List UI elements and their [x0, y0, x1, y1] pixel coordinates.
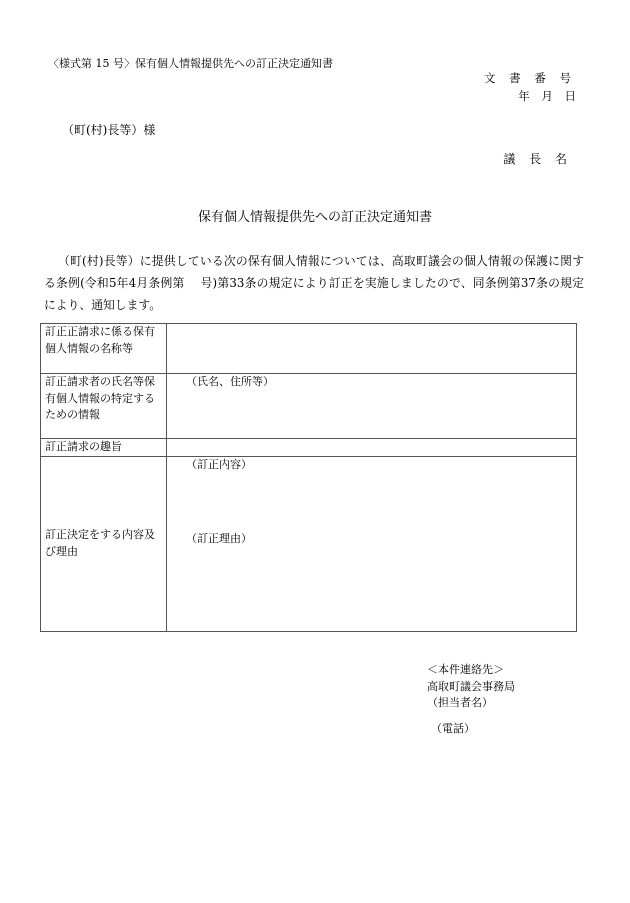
- row-value-requester-info: [167, 374, 577, 439]
- contact-heading: ＜本件連絡先＞: [427, 663, 504, 676]
- form-number: 〈様式第 15 号〉保有個人情報提供先への訂正決定通知書: [48, 57, 333, 70]
- contact-person: （担当者名）: [427, 696, 493, 709]
- document-title: 保有個人情報提供先への訂正決定通知書: [197, 210, 432, 225]
- addressee: （町(村)長等）様: [62, 123, 156, 137]
- date-label: 年 月 日: [518, 89, 576, 103]
- correction-content-label: （訂正内容）: [186, 457, 252, 471]
- info-table: [40, 323, 577, 632]
- chair-name: 議 長 名: [503, 152, 572, 166]
- row-label-requester-info: 訂正請求者の氏名等保有個人情報の特定するための情報: [41, 374, 167, 439]
- contact-office: 高取町議会事務局: [427, 679, 515, 693]
- contact-block: [427, 662, 515, 712]
- contact-phone: （電話）: [431, 722, 475, 735]
- correction-reason-label: （訂正理由）: [186, 532, 252, 545]
- row-label-record-name: 訂正正請求に係る保有個人情報の名称等: [41, 324, 167, 374]
- requester-info-hint: （氏名、住所等）: [186, 375, 274, 388]
- row-label-request-purpose: 訂正請求の趣旨: [41, 439, 167, 457]
- row-value-request-purpose: [167, 439, 577, 457]
- document-number-label: 文 書 番 号: [484, 71, 576, 85]
- row-label-decision: 訂正決定をする内容及び理由: [41, 456, 167, 631]
- body-paragraph: （町(村)長等）に提供している次の保有個人情報については、高取町議会の個人情報の保護に関する条例(令和5年4月条例第 号)第33条の規定により訂正を実施しましたので、同条例第37条の規定により、通知します。: [44, 254, 584, 312]
- row-value-decision: [167, 456, 577, 631]
- row-value-record-name: [167, 324, 577, 374]
